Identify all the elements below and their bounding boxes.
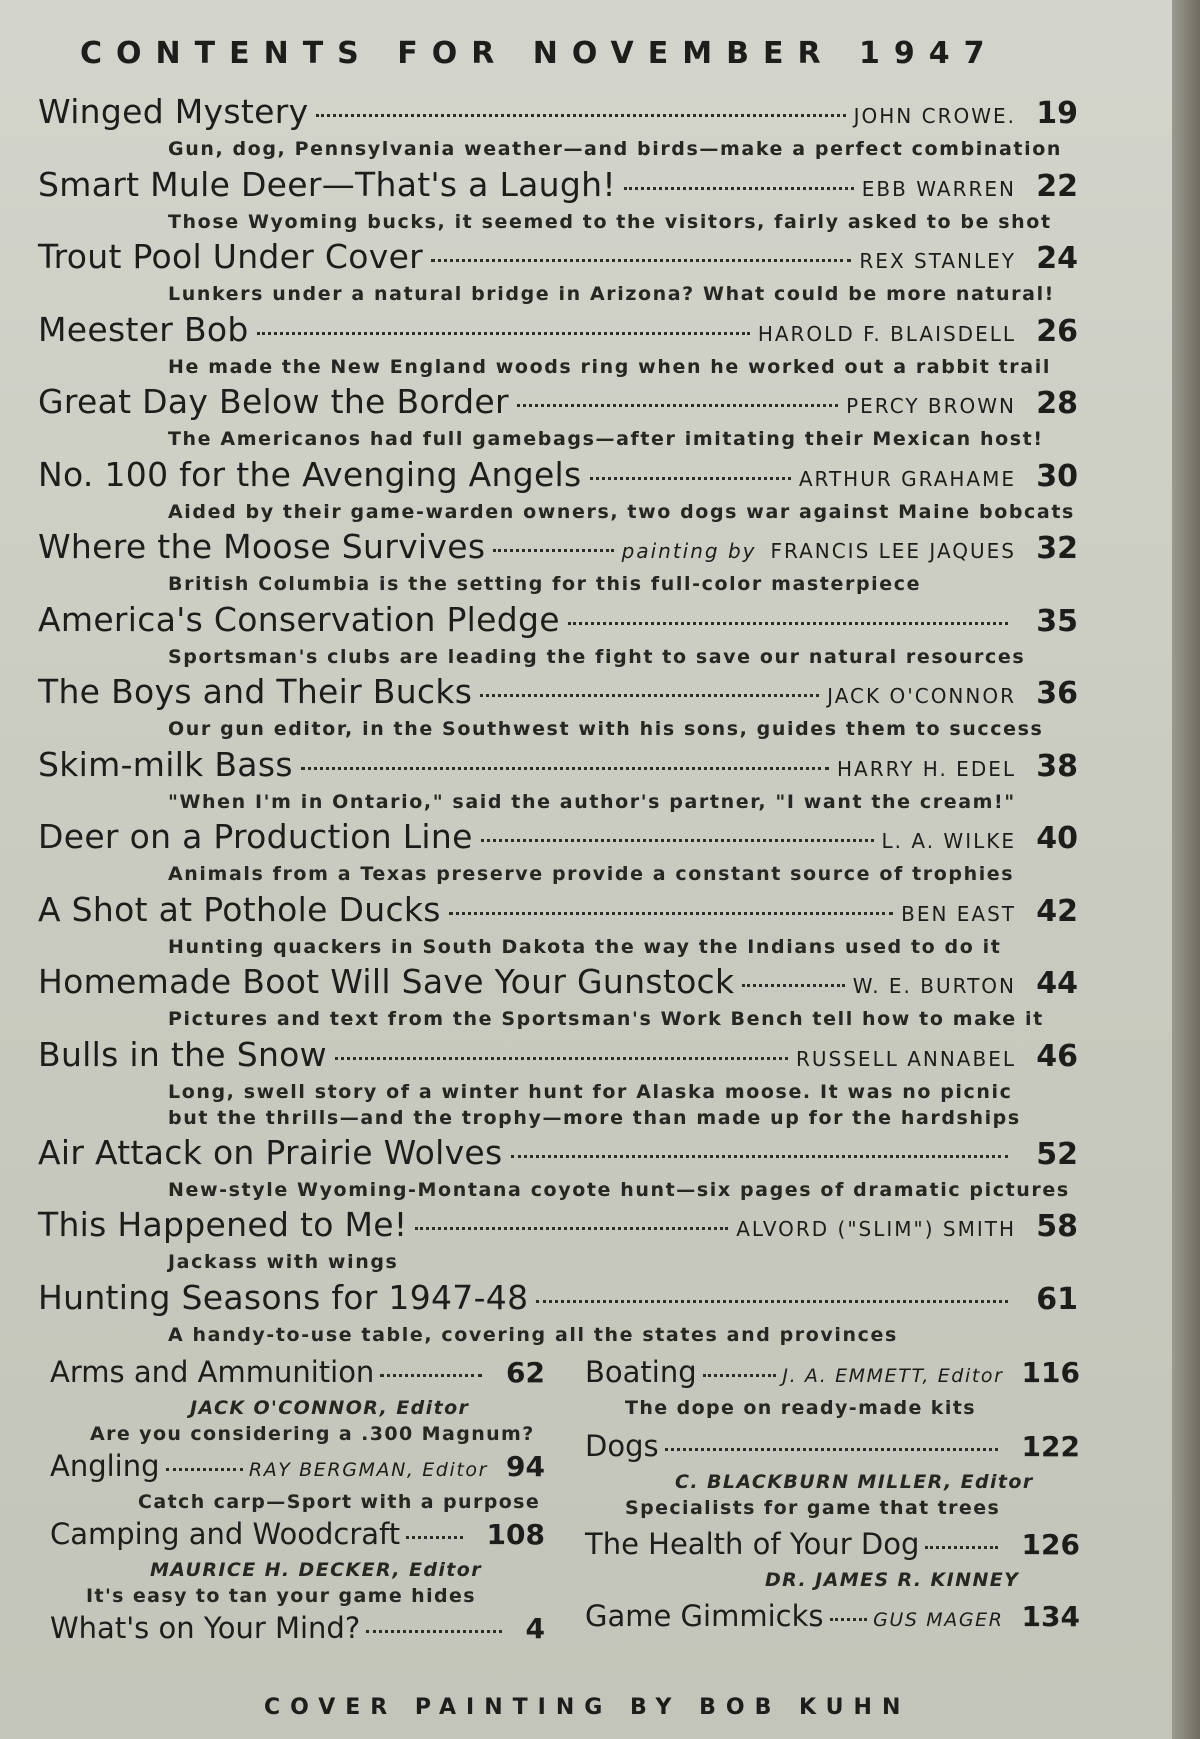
list-item [38, 310, 1078, 383]
page-number: 32 [1036, 531, 1078, 566]
department-item [585, 1429, 1080, 1521]
article-title: Trout Pool Under Cover [38, 237, 424, 276]
list-item [38, 527, 1078, 600]
page-number: 28 [1036, 386, 1078, 421]
dot-leader [301, 767, 829, 770]
departments-left-column [50, 1355, 545, 1653]
author-name: FRANCIS LEE JAQUES [770, 539, 1016, 563]
article-title: Smart Mule Deer—That's a Laugh! [38, 164, 616, 204]
page-number: 4 [525, 1612, 545, 1645]
dot-leader [590, 477, 791, 480]
article-title: A Shot at Pothole Ducks [38, 889, 441, 929]
article-author: JOHN CROWE. [853, 104, 1016, 128]
list-item [38, 382, 1078, 455]
page-number: 26 [1036, 313, 1078, 349]
department-description: Catch carp—Sport with a purpose [138, 1491, 541, 1513]
dot-leader [166, 1468, 243, 1471]
page-number: 94 [506, 1450, 545, 1483]
dot-leader [335, 1057, 788, 1060]
page-number: 42 [1036, 893, 1078, 929]
department-item [585, 1599, 1080, 1639]
department-description: The dope on ready-made kits [625, 1397, 976, 1419]
department-title: The Health of Your Dog [585, 1527, 920, 1561]
dot-leader [449, 912, 893, 915]
dot-leader [366, 1630, 501, 1633]
list-item [38, 672, 1078, 745]
department-editor: GUS MAGER [873, 1609, 1004, 1631]
department-description: Specialists for game that trees [625, 1497, 1001, 1519]
dot-leader [517, 404, 838, 407]
dot-leader [316, 114, 845, 117]
article-description: Aided by their game-warden owners, two dogs war against Maine bobcats [168, 500, 1075, 523]
dot-leader [568, 622, 1008, 625]
page-number: 46 [1036, 1038, 1078, 1074]
department-editor: MAURICE H. DECKER, Editor [150, 1559, 482, 1581]
department-title: Game Gimmicks [585, 1599, 824, 1633]
article-author: W. E. BURTON [852, 974, 1016, 998]
page-number: 22 [1036, 168, 1078, 204]
contents-heading: CONTENTS FOR NOVEMBER 1947 [80, 36, 999, 71]
article-description: Sportsman's clubs are leading the fight to save our natural resources [168, 645, 1026, 668]
page-number: 62 [506, 1356, 545, 1389]
article-title: Hunting Seasons for 1947-48 [38, 1277, 529, 1317]
list-item [38, 92, 1078, 165]
page-number: 52 [1036, 1136, 1078, 1172]
article-description: Lunkers under a natural bridge in Arizona? What could be more natural! [168, 283, 1055, 305]
article-author: HARRY H. EDEL [836, 756, 1016, 781]
dot-leader [431, 259, 851, 262]
dot-leader [380, 1374, 482, 1377]
article-author: HAROLD F. BLAISDELL [757, 321, 1016, 346]
article-description: British Columbia is the setting for this full-color masterpiece [168, 573, 922, 595]
list-item [38, 455, 1078, 528]
article-title: Homemade Boot Will Save Your Gunstock [38, 962, 735, 1001]
article-author: JACK O'CONNOR [827, 684, 1016, 708]
page-number: 40 [1036, 821, 1078, 856]
department-title: Boating [585, 1355, 697, 1389]
dot-leader [511, 1155, 1008, 1158]
contents-list [38, 92, 1078, 1348]
department-editor: C. BLACKBURN MILLER, Editor [675, 1471, 1034, 1493]
article-title: America's Conservation Pledge [38, 599, 560, 639]
article-author: REX STANLEY [859, 249, 1016, 273]
article-description: Pictures and text from the Sportsman's Work Bench tell how to make it [168, 1008, 1044, 1030]
department-editor: JACK O'CONNOR, Editor [190, 1397, 470, 1419]
dot-leader [480, 694, 819, 697]
dot-leader [493, 549, 613, 552]
department-description: It's easy to tan your game hides [86, 1585, 477, 1607]
article-description-continued: but the thrills—and the trophy—more than made up for the hardships [168, 1106, 1021, 1129]
article-title: Skim-milk Bass [38, 744, 293, 784]
department-title: What's on Your Mind? [50, 1611, 361, 1645]
department-item [50, 1355, 545, 1447]
department-title: Camping and Woodcraft [50, 1517, 401, 1551]
list-item [38, 237, 1078, 310]
article-description: Gun, dog, Pennsylvania weather—and birds—make a perfect combination [168, 138, 1063, 160]
article-author: EBB WARREN [861, 176, 1016, 201]
department-editor: J. A. EMMETT, Editor [782, 1365, 1004, 1387]
page-number: 44 [1036, 966, 1078, 1001]
page-number: 30 [1036, 458, 1078, 494]
dot-leader [703, 1374, 777, 1377]
department-editor: DR. JAMES R. KINNEY [765, 1569, 1020, 1591]
department-title: Angling [50, 1449, 160, 1483]
article-title: Winged Mystery [38, 92, 309, 131]
list-item [38, 1278, 1078, 1348]
article-description: Our gun editor, in the Southwest with his sons, guides them to success [168, 718, 1044, 740]
dot-leader [925, 1546, 997, 1549]
article-description: Jackass with wings [168, 1251, 399, 1273]
article-description: Those Wyoming bucks, it seemed to the visitors, fairly asked to be shot [168, 210, 1052, 233]
list-item [38, 600, 1078, 673]
page-number: 38 [1036, 748, 1078, 784]
page-number: 108 [486, 1518, 545, 1551]
article-title: No. 100 for the Avenging Angels [38, 454, 582, 494]
department-item [50, 1449, 545, 1515]
page-edge-shadow [1172, 0, 1200, 1739]
list-item [38, 962, 1078, 1035]
article-title: Great Day Below the Border [38, 382, 509, 421]
department-item [50, 1517, 545, 1609]
article-title: Deer on a Production Line [38, 817, 473, 856]
dot-leader [406, 1536, 462, 1539]
article-description: Long, swell story of a winter hunt for Alaska moose. It was no picnic [168, 1080, 1013, 1103]
page-number: 116 [1021, 1356, 1080, 1389]
list-item [38, 1133, 1078, 1206]
article-author: RUSSELL ANNABEL [796, 1046, 1016, 1071]
department-title: Dogs [585, 1429, 659, 1463]
page-number: 61 [1036, 1281, 1078, 1317]
page-number: 36 [1036, 676, 1078, 711]
list-item [38, 1205, 1078, 1278]
dot-leader [536, 1300, 1008, 1303]
article-title: Meester Bob [38, 309, 249, 349]
list-item [38, 817, 1078, 890]
article-description: "When I'm in Ontario," said the author's partner, "I want the cream!" [168, 790, 1016, 813]
article-author: BEN EAST [901, 901, 1016, 926]
department-item [50, 1611, 545, 1651]
article-author [622, 539, 1016, 563]
article-description: Hunting quackers in South Dakota the way the Indians used to do it [168, 935, 1002, 958]
author-prefix: painting by [621, 539, 757, 563]
list-item [38, 890, 1078, 963]
article-author: L. A. WILKE [881, 829, 1016, 853]
dot-leader [665, 1448, 998, 1451]
list-item [38, 165, 1078, 238]
dot-leader [742, 984, 844, 987]
page-number: 122 [1021, 1430, 1080, 1463]
department-description: Are you considering a .300 Magnum? [90, 1423, 535, 1445]
article-title: The Boys and Their Bucks [38, 672, 473, 711]
page-number: 24 [1036, 241, 1078, 276]
page-number: 19 [1036, 96, 1078, 131]
page-number: 58 [1036, 1209, 1078, 1244]
article-title: Where the Moose Survives [38, 527, 486, 566]
dot-leader [481, 839, 874, 842]
article-author: ALVORD ("SLIM") SMITH [736, 1217, 1016, 1241]
article-description: A handy-to-use table, covering all the states and provinces [168, 1323, 898, 1346]
article-author: ARTHUR GRAHAME [798, 466, 1016, 491]
dot-leader [830, 1618, 868, 1621]
department-item [585, 1355, 1080, 1421]
article-description: He made the New England woods ring when he worked out a rabbit trail [168, 355, 1051, 378]
list-item [38, 1035, 1078, 1133]
page-number: 134 [1021, 1600, 1080, 1633]
cover-credit: COVER PAINTING BY BOB KUHN [264, 1695, 911, 1720]
article-description: New-style Wyoming-Montana coyote hunt—six pages of dramatic pictures [168, 1178, 1070, 1201]
dot-leader [624, 187, 854, 190]
page-number: 126 [1021, 1528, 1080, 1561]
list-item [38, 745, 1078, 818]
dot-leader [257, 332, 750, 335]
article-description: Animals from a Texas preserve provide a constant source of trophies [168, 863, 1015, 885]
department-item [585, 1527, 1080, 1593]
page-number: 35 [1036, 603, 1078, 639]
article-title: Air Attack on Prairie Wolves [38, 1132, 503, 1172]
article-author: PERCY BROWN [846, 394, 1016, 418]
article-description: The Americanos had full gamebags—after imitating their Mexican host! [168, 428, 1044, 450]
department-editor: RAY BERGMAN, Editor [248, 1459, 489, 1481]
departments-right-column [585, 1355, 1080, 1641]
article-title: This Happened to Me! [38, 1205, 408, 1244]
dot-leader [415, 1227, 728, 1230]
department-title: Arms and Ammunition [50, 1355, 375, 1389]
article-title: Bulls in the Snow [38, 1034, 327, 1074]
